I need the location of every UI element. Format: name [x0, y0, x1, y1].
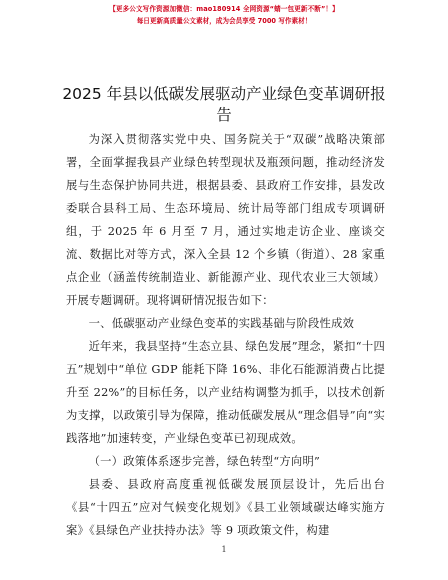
- document-body: [66, 128, 385, 542]
- promo-banner: [0, 3, 448, 27]
- document-title: 2025 年县以低碳发展驱动产业绿色变革调研报告: [62, 85, 386, 124]
- subsection-heading: （一）政策体系逐步完善，绿色转型“方向明”: [88, 455, 321, 468]
- intro-paragraph: 为深入贯彻落实党中央、国务院关于“双碳”战略决策部署，全面掌握我县产业绿色转型现状及瓶颈问题，推动经济发展与生态保护协同共进，根据县委、县政府工作安排，县发改委联合县科工局、生态环境局、统计局等部门组成专项调研组，于 2025 年 6 月至 7 月，通过实地走访企业、座谈交流、数据比对等方式，深入全县 12 个乡镇（街道）、28 家重点企业（涵盖传统制造业、新能源产业、现代农业三大领域）开展专题调研。现将调研情况报告如下：: [66, 133, 385, 307]
- promo-line-2: 每日更新高质量公文素材，成为会员享受 7000 写作素材！: [136, 17, 312, 25]
- promo-line-1: 【更多公文写作资源加微信：mao180914 全网资源“蜻一包更新不断”！】: [109, 5, 339, 13]
- subsection-paragraph: 县委、县政府高度重视低碳发展顶层设计，先后出台《县“十四五”应对气候变化规划》《县工业领域碳达峰实施方案》《县绿色产业扶持办法》等 9 项政策文件，构建: [66, 478, 385, 537]
- section-paragraph: 近年来，我县坚持“生态立县、绿色发展”理念，紧扣“十四五”规划中“单位 GDP 能耗下降 16%、非化石能源消费占比提升至 22%”的目标任务，以产业结构调整为抓手，以技术创新为支撑，以政策引导为保障，推动低碳发展从“理念倡导”向“实践落地”加速转变，产业绿色变革已初现成效。: [66, 340, 385, 445]
- page-number: 1: [221, 545, 227, 554]
- section-heading: 一、低碳驱动产业绿色变革的实践基础与阶段性成效: [88, 317, 355, 330]
